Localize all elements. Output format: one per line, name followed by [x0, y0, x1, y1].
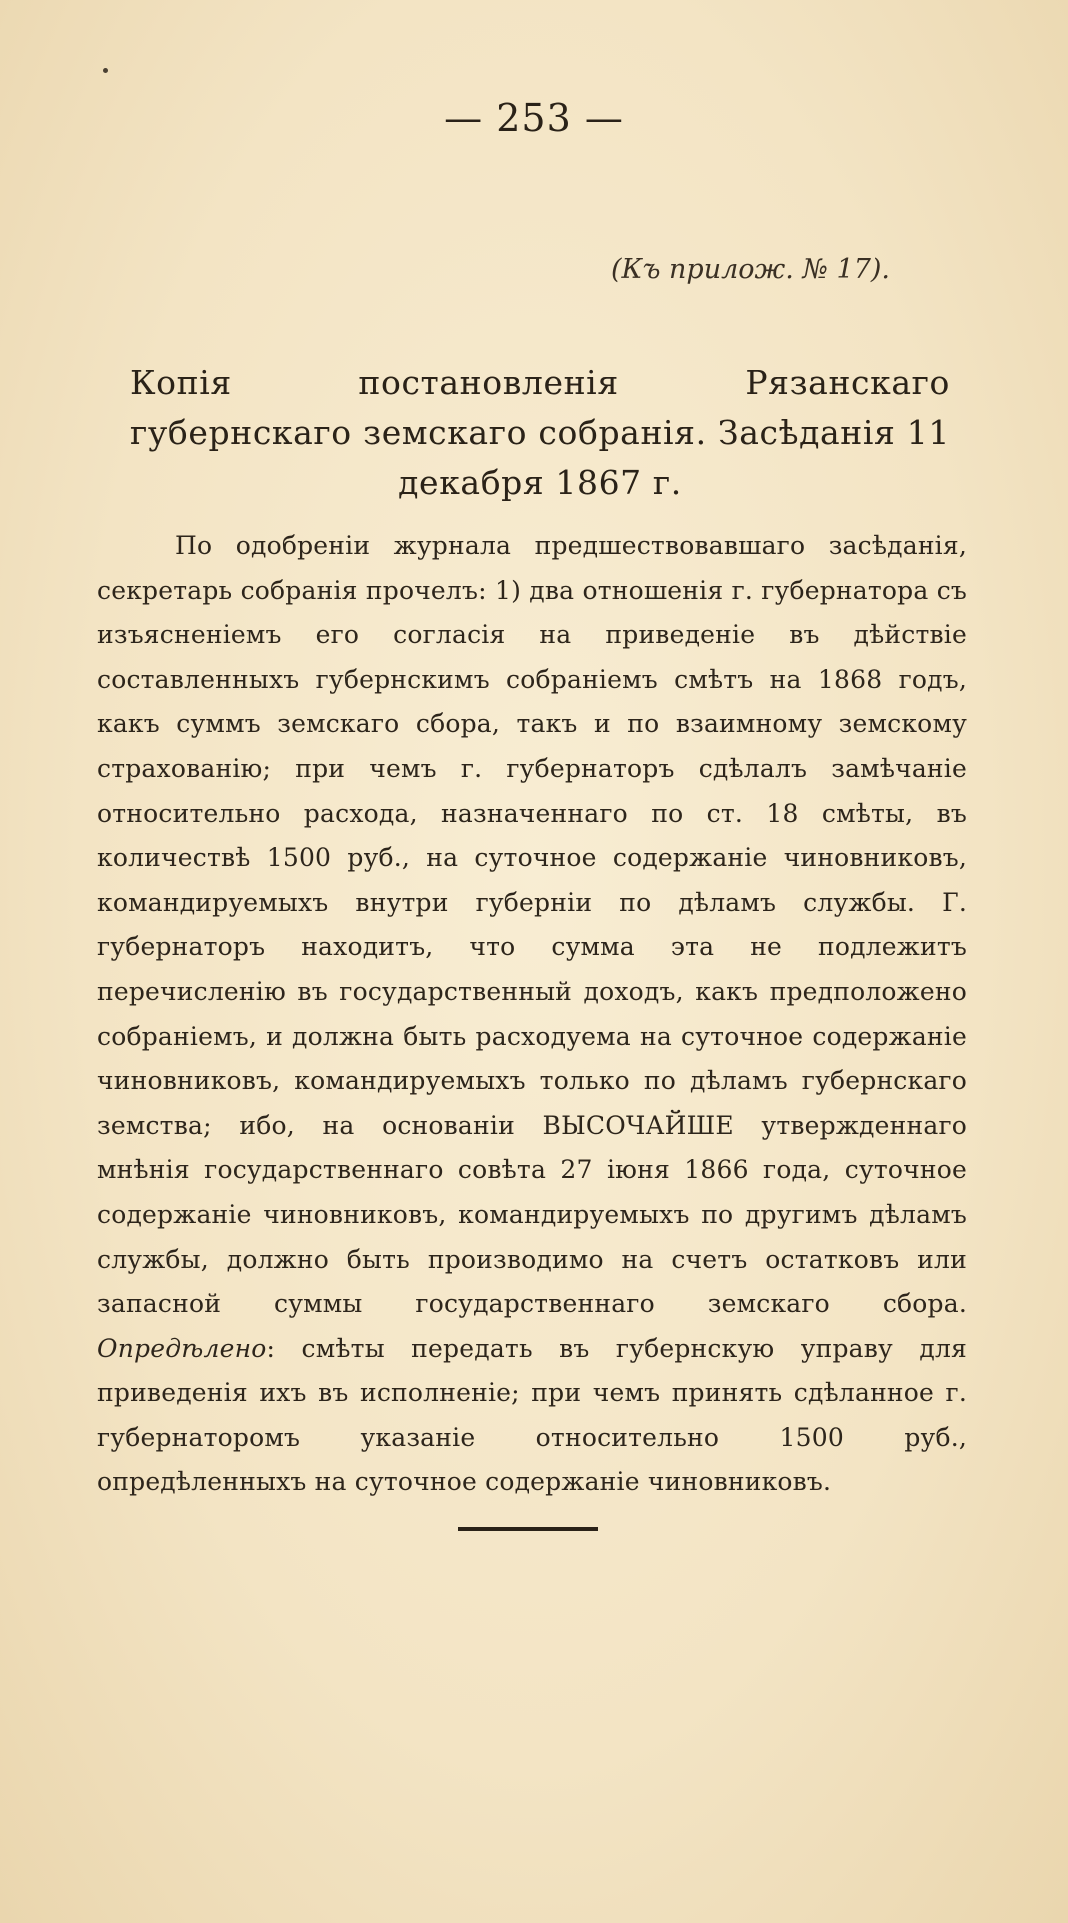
body-text-after: : смѣты передать въ губернскую управу для приведенія ихъ въ исполненіе; при чемъ принять сдѣланное г. губернаторомъ указаніе относительно 1500 руб., опредѣленныхъ на суточное содержаніе чиновниковъ. [97, 1333, 967, 1497]
page-number: — 253 — [444, 96, 624, 140]
body-emphasis: Опредѣлено [97, 1333, 267, 1363]
appendix-reference: (Къ прилож. № 17). [611, 254, 890, 285]
document-title: Копія постановленія Рязанскаго губернскаго земскаго собранія. Засѣданія 11 декабря 1867 г. [130, 363, 950, 502]
end-rule [458, 1527, 598, 1531]
body-text-before: По одобреніи журнала предшествовавшаго засѣданія, секретарь собранія прочелъ: 1) два отношенія г. губернатора съ изъясненіемъ его согласія на приведеніе въ дѣйствіе составленныхъ губернскимъ собраніемъ смѣтъ на 1868 годъ, какъ суммъ земскаго сбора, такъ и по взаимному земскому страхованію; при чемъ г. губернаторъ сдѣлалъ замѣчаніе относительно расхода, назначеннаго по ст. 18 смѣты, въ количествѣ 1500 руб., на суточное содержаніе чиновниковъ, командируемыхъ внутри губерніи по дѣламъ службы. Г. губернаторъ находитъ, что сумма эта не подлежитъ перечисленію въ государственный доходъ, какъ предположено собраніемъ, и должна быть расходуема на суточное содержаніе чиновниковъ, командируемыхъ только по дѣламъ губернскаго земства; ибо, на основаніи ВЫСОЧАЙШЕ утвержденнаго мнѣнія государственнаго совѣта 27 іюня 1866 года, суточное содержаніе чиновниковъ, командируемыхъ по другимъ дѣламъ службы, должно быть производимо на счетъ остатковъ или запасной суммы государственнаго земскаго сбора. [97, 531, 967, 1319]
body-paragraph [97, 524, 967, 1505]
ink-speck [103, 68, 108, 73]
